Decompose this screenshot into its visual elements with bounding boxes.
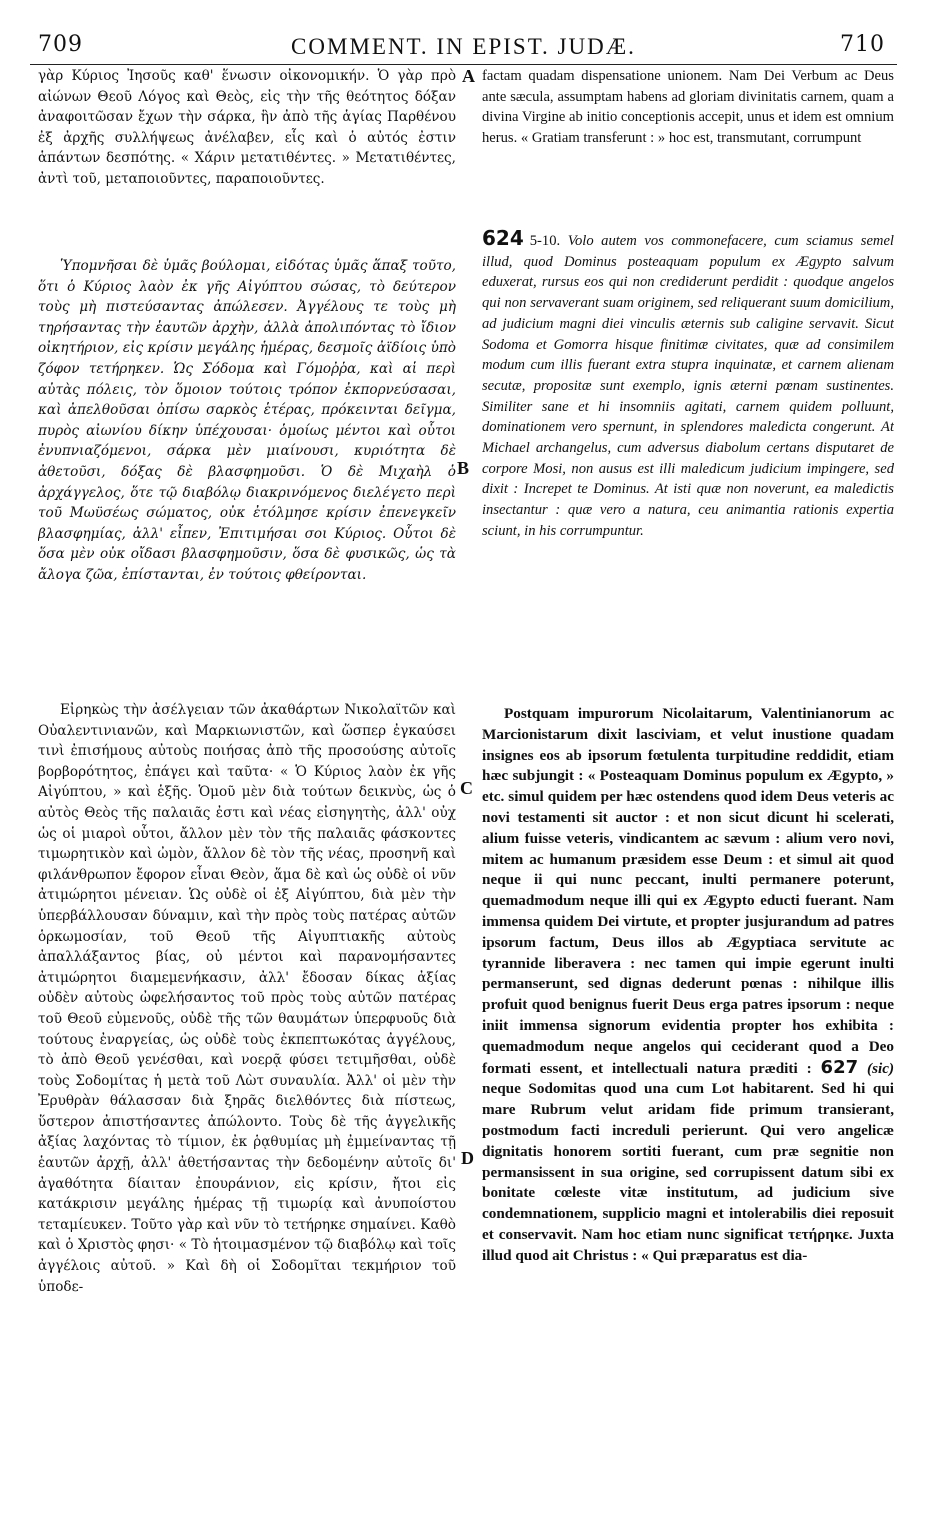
latin-text-3-wrap [482,704,894,1267]
verse-reference: 5-10. [529,233,561,249]
greek-paragraph-2 [38,256,456,693]
greek-text-3: Εἰρηκὼς τὴν ἀσέλγειαν τῶν ἀκαθάρτων Νικολαϊτῶν καὶ Οὐαλεντινιανῶν, καὶ Μαρκιωνιστῶν, καὶ ὥσπερ ἐγκαύσει τινὶ ἐπισήμους αὐτοὺς ποιήσας ἀπὸ τῆς προσούσης αὐτοῖς βορβορότητος, ἐπάγει καὶ ταῦτα· « Ὁ Κύριος λαὸν ἐκ γῆς Αἰγύπτου, » καὶ ἑξῆς. Ὁμοῦ μὲν διὰ τούτων δεικνὺς, ὡς ὁ αὐτὸς Θεὸς τῆς παλαιᾶς ἐστι καὶ νέας εἰσηγητὴς, ἀλλ' οὐχ ὡς οἱ μιαροὶ οὗτοι, ἄλλον μὲν τὸν τῆς παλαιᾶς φάσκοντες τιμωρητικὸν καὶ ὠμὸν, ἄλλον δὲ τὸν τῆς νέας, προσηνῆ καὶ φιλάνθρωπον ἔφορον εἶναι Θεὸν, ἅμα δὲ καὶ ὡς οὐδὲ οἱ νῦν ἀτιμώρητοι μένειαν. Ὡς οὐδὲ οἱ ἐξ Αἰγύπτου, διὰ μὲν τὴν ὑπερβάλλουσαν δύναμιν, καὶ τὴν πρὸς τοὺς πατέρας αὐτῶν ὁρκωμοσίαν, τοῦ Θεοῦ τῆς Αἰγυπτιακῆς αὐτοὺς ἀπαλλάξαντος βίας, οὐ μέντοι καὶ παρανομήσαντες ἀτιμώρητοι διαμεμενήκασιν, ἀλλ' ἔδοσαν δίκας ἀξίας οὐδὲν αὐτοὺς ὠφελήσαντος τοῦ πρὸς τοὺς αὐτῶν πατέρας τοῦ Θεοῦ εὐμενοῦς, οὐδὲ τῆς τῶν θαυμάτων ὑπερφυοῦς διὰ τούτους ἐναργείας, ὡς οὐδὲ τοὺς ἐκπεπτωκότας ἀγγέλους, τὸ ἀπὸ Θεοῦ γενέσθαι, καὶ νοερᾷ φύσει τετιμῆσθαι, οὐδὲ τοὺς Σοδομίτας ἡ μετὰ τοῦ Λὼτ συναυλία. Ἀλλ' οἱ μὲν τὴν Ἐρυθρὰν θάλασσαν διὰ ξηρᾶς διελθόντες διὰ πίστεως, ὕστερον ἀπιστήσαντες ἀπώλοντο. Τοὺς δὲ τῆς ἀγγελικῆς ἀξίας λαχόντας τὸ τίμιον, ἐκ ῥᾳθυμίας μὴ ἐμμείναντας τῇ ἑαυτῶν ἀρχῇ, ἀλλ' ἀθετήσαντας τὴν δεδομένην αὐτοῖς δι' ἀγαθότητα δίαιταν ἐπουράνιον, εἰς κρίσιν, ἤτοι εἰς κατάκρισιν μεγάλης ἡμέρας τῇ τιμωρίᾳ καὶ ἀνυποίστου τεταμίευκεν. Τοῦτο γὰρ καὶ νῦν τὸ τετήρηκε σημαίνει. Καθὸ καὶ ὁ Χριστὸς φησι· « Τὸ ἡτοιμασμένον τῷ διαβόλῳ καὶ τοῖς ἀγγέλοις αὐτοῦ. » Καὶ δὴ οἱ Σοδομῖται τεκμήριον τοῦ ὑποδε- [38,702,456,1295]
latin-text-3a: Postquam impurorum Nicolaitarum, Valentinianorum ac Marcionistarum dixit lasciviam, et velut inustione quadam insignes eos ab ipsorum fœtulenta turpitudine reddidit, etiam hæc subjungit : « Posteaquam Dominus populum ex Ægypto, » etc. simul quidem per hæc ostendens quod idem Deus veteris ac novi testamenti sit auctor : et non sicut dicunt hi scelerati, alium fuisse veteris, vindicantem ac sævum : alium vero novi, mitem ac humanum præsidem esse Deum : et simul ait quod neque ii qui nunc peccant, inulti permanere poterunt, quemadmodum neque illi qui ex Ægypto educti fuerant. Nam immensa quidem Dei virtute, et propter jusjurandum ad patres ipsorum factum, Deus illos ab Ægyptiaca servitute ac tyrannide liberavera : nec tamen qui impie egerunt inulti permanserunt, sed dignas dederunt pœnas : nihilque illis profuit quod benignus fuerit Deus erga patres ipsorum : neque iniit immensa signorum evidentia propter hos exhibita : quemadmodum neque angelos qui ceciderant quod a Deo formati essent, et intellectuali natura præditi : [482,705,894,1077]
latin-paragraph-3 [482,704,894,1494]
latin-text-2: Volo autem vos commonefacere, cum sciamus semel illud, quod Dominus posteaquam populum ex Ægypto salvum eduxerat, rursus eos qui non crediderunt perdidit : quodque angelos qui non servaverant suam originem, sed reliquerant suum domicilium, ad judicium magni diei vinculis æternis sub caligine servavit. Sicut Sodoma et Gomorra hisque finitimæ civitates, quæ ad consimilem modum cum illis fuerant extra stupra inquinatæ, et carnem alienam secutæ, propositæ sunt exemplo, ignis æterni pœnam sustinentes. Similiter sane et hi insomniis agitati, carnem quidem polluunt, dominationem vero spernunt, in splendores maledicta congerunt. At Michael archangelus, cum adversus diabolum certans disputaret de corpore Mosi, non ausus est illi maledicum judicium impingere, sed dixit : Increpet te Dominus. At isti quæ non noverunt, ea maledictis insectantur : quæ vero a natura, ceu animantia rationis expertia sciunt, in his corrumpuntur. [482,233,894,539]
section-number: 624 [482,228,524,250]
page-number-right: 710 [840,32,885,57]
sic-note: (sic) [867,1059,894,1077]
page-header [30,30,897,65]
greek-text-2: Ὑπομνῆσαι δὲ ὑμᾶς βούλομαι, εἰδότας ὑμᾶς ἅπαξ τοῦτο, ὅτι ὁ Κύριος λαὸν ἐκ γῆς Αἰγύπτου σώσας, τὸ δεύτερον τοὺς μὴ πιστεύσαντας ἀπώλεσεν. Ἀγγέλους τε τοὺς μὴ τηρήσαντας τὴν ἑαυτῶν ἀρχὴν, ἀλλὰ ἀπολιπόντας τὸ ἴδιον οἰκητήριον, εἰς κρίσιν μεγάλης ἡμέρας, δεσμοῖς ἀϊδίοις ὑπὸ ζόφον τετήρηκεν. Ὡς Σόδομα καὶ Γόμοῤῥα, καὶ αἱ περὶ αὐτὰς πόλεις, τὸν ὅμοιον τούτοις τρόπον ἐκπορνεύσασαι, καὶ ἀπελθοῦσαι ὀπίσω σαρκὸς ἑτέρας, πρόκεινται δεῖγμα, πυρὸς αἰωνίου δίκην ὑπέχουσαι· ὁμοίως μέντοι καὶ οὗτοι ἐνυπνιαζόμενοι, σάρκα μὲν μιαίνουσι, κυριότητα δὲ ἀθετοῦσι, δόξας δὲ βλασφημοῦσι. Ὁ δὲ Μιχαὴλ ὁ ἀρχάγγελος, ὅτε τῷ διαβόλῳ διακρινόμενος διελέγετο περὶ τοῦ Μωϋσέως σώματος, οὐκ ἐτόλμησε κρίσιν ἐπενεγκεῖν βλασφημίας, ἀλλ' εἶπεν, Ἐπιτιμήσαι σοι Κύριος. Οὗτοι δὲ ὅσα μὲν οὐκ οἴδασι βλασφημοῦσιν, ὅσα δὲ φυσικῶς, ὡς τὰ ἄλογα ζῶα, ἐπίστανται, ἐν τούτοις φθείρονται. [38,258,456,583]
greek-paragraph-3 [38,700,456,1490]
greek-text-1: γὰρ Κύριος Ἰησοῦς καθ' ἕνωσιν οἰκονομικήν. Ὁ γὰρ πρὸ αἰώνων Θεοῦ Λόγος καὶ Θεὸς, εἰς τὴν τῆς θεότητος δόξαν ἀναφοιτῶσαν ἔχων τὴν σάρκα, ἣν ἀπὸ τῆς ἁγίας Παρθένου ἐξ ἀρχῆς συλλήψεως ἀνέλαβεν, εἷς καὶ ὁ αὐτός ἐστιν ἁπάντων δεσπότης. « Χάριν μετατιθέντες. » Μετατιθέντες, ἀντὶ τοῦ, μεταποιοῦντες, παραποιοῦντες. [38,68,456,187]
greek-paragraph-1 [38,66,456,253]
latin-text-1: factam quadam dispensatione unionem. Nam Dei Verbum ac Deus ante sæcula, assumptam habens ad gloriam divinitatis carnem, quam a divina Virgine ab initio conceptionis accepit, unus et idem est omnium herus. « Gratiam transferunt : » hoc est, transmutant, corrumpunt [482,68,894,147]
margin-marker-a: A [462,66,475,86]
latin-paragraph-2 [482,228,894,688]
latin-text-2-wrap [482,228,894,542]
page-number-left: 709 [38,32,83,57]
margin-marker-b: B [457,458,470,478]
latin-paragraph-1 [482,66,894,186]
margin-marker-c: C [460,778,473,798]
column-number: 627 [820,1056,859,1078]
running-title: COMMENT. IN EPIST. JUDÆ. [291,34,636,59]
latin-text-3b: neque Sodomitas quod una cum Lot habitarent. Sed hi qui mare Rubrum velut aridam fide primum transierant, postmodum facti increduli perierunt. Qui vero angelicæ dignitatis honorem sortiti fuerant, cum præ segnitie non permansissent in sua origine, sed corrupissent datum sibi ex bonitate cœleste vitæ institutum, ad judicium sive condemnationem, supplicio magni et intolerabilis diei reposuit et conservavit. Nam hoc etiam nunc significat τετήρηκε. Juxta illud quod ait Christus : « Qui præparatus est dia- [482,1080,894,1264]
margin-marker-d: D [461,1148,474,1168]
